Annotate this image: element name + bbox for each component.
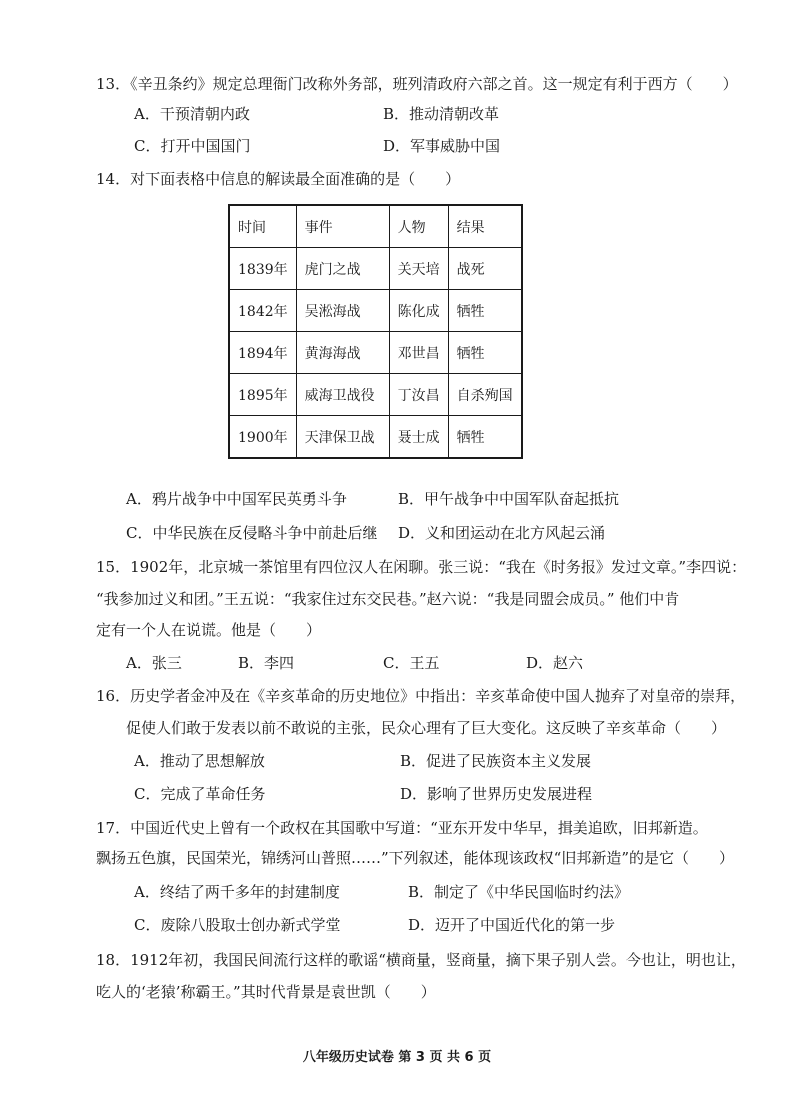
table-cell: 自杀殉国 [448, 374, 522, 416]
table-cell: 1895年 [229, 374, 296, 416]
question-16-option-d: D．影响了世界历史发展进程 [400, 785, 593, 803]
question-16-stem-line-1: 16．历史学者金冲及在《辛亥革命的历史地位》中指出：辛亥革命使中国人抛弃了对皇帝的崇拜， [96, 687, 746, 705]
table-cell: 邓世昌 [389, 332, 448, 374]
question-18-stem-line-1: 18．1912年初，我国民间流行这样的歌谣“横商量，竖商量，摘下果子别人尝。今也让，明也让， [96, 951, 746, 969]
question-16-stem-line-2: 促使人们敢于发表以前不敢说的主张，民众心理有了巨大变化。这反映了辛亥革命（ ） [126, 719, 727, 737]
question-15-option-b: B．李四 [238, 654, 295, 672]
info-table [228, 204, 523, 459]
table-cell: 1894年 [229, 332, 296, 374]
question-17-stem-line-2: 飘扬五色旗，民国荣光，锦绣河山普照……”下列叙述，能体现该政权“旧邦新造”的是它（ ） [96, 849, 735, 867]
table-cell: 吴淞海战 [296, 290, 389, 332]
question-15-option-a: A．张三 [126, 654, 182, 672]
table-cell: 关天培 [389, 248, 448, 290]
table-header-cell: 结果 [448, 205, 522, 248]
question-17-option-d: D．迈开了中国近代化的第一步 [408, 916, 616, 934]
table-header-cell: 事件 [296, 205, 389, 248]
question-17-stem-line-1: 17．中国近代史上曾有一个政权在其国歌中写道：“亚东开发中华早，揖美追欧，旧邦新造。 [96, 819, 708, 837]
question-14-stem: 14．对下面表格中信息的解读最全面准确的是（ ） [96, 170, 461, 188]
table-cell: 1900年 [229, 416, 296, 459]
question-14-option-c: C．中华民族在反侵略斗争中前赴后继 [126, 524, 378, 542]
question-14-option-d: D．义和团运动在北方风起云涌 [398, 524, 606, 542]
table-cell: 陈化成 [389, 290, 448, 332]
question-13-option-a: A．干预清朝内政 [134, 105, 250, 123]
question-18-stem-line-2: 吃人的‘老猿’称霸王。”其时代背景是袁世凯（ ） [96, 983, 436, 1001]
table-row [229, 248, 522, 290]
question-13-stem: 13．《辛丑条约》规定总理衙门改称外务部，班列清政府六部之首。这一规定有利于西方（ ） [96, 75, 738, 93]
table-cell: 牺牲 [448, 332, 522, 374]
question-16-option-b: B．促进了民族资本主义发展 [400, 752, 592, 770]
table-cell: 1839年 [229, 248, 296, 290]
page-footer: 八年级历史试卷 第 3 页 共 6 页 [302, 1050, 492, 1065]
table-cell: 丁汝昌 [389, 374, 448, 416]
table-cell: 牺牲 [448, 290, 522, 332]
question-15-stem-line-3: 定有一个人在说谎。他是（ ） [96, 621, 322, 639]
question-14-option-b: B．甲午战争中中国军队奋起抵抗 [398, 490, 620, 508]
question-15-option-c: C．王五 [383, 654, 440, 672]
table-cell: 虎门之战 [296, 248, 389, 290]
table-cell: 1842年 [229, 290, 296, 332]
table-row [229, 290, 522, 332]
table-cell: 天津保卫战 [296, 416, 389, 459]
question-17-option-c: C．废除八股取士创办新式学堂 [134, 916, 341, 934]
question-13-option-c: C．打开中国国门 [134, 137, 251, 155]
table-row [229, 416, 522, 459]
question-16-option-c: C．完成了革命任务 [134, 785, 266, 803]
table-cell: 黄海海战 [296, 332, 389, 374]
question-15-option-d: D．赵六 [526, 654, 584, 672]
question-16-option-a: A．推动了思想解放 [134, 752, 265, 770]
question-14-option-a: A．鸦片战争中中国军民英勇斗争 [126, 490, 347, 508]
table-row [229, 332, 522, 374]
table-header-cell: 人物 [389, 205, 448, 248]
question-15-stem-line-1: 15．1902年，北京城一茶馆里有四位汉人在闲聊。张三说：“我在《时务报》发过文章。”李四说： [96, 558, 747, 576]
table-cell: 聂士成 [389, 416, 448, 459]
table-cell: 威海卫战役 [296, 374, 389, 416]
table-cell: 战死 [448, 248, 522, 290]
table-row [229, 374, 522, 416]
table-header-cell: 时间 [229, 205, 296, 248]
table-cell: 牺牲 [448, 416, 522, 459]
question-15-stem-line-2: “我参加过义和团。”王五说：“我家住过东交民巷。”赵六说：“我是同盟会成员。” 他们中肯 [96, 590, 680, 608]
question-17-option-b: B．制定了《中华民国临时约法》 [408, 883, 630, 901]
question-13-option-d: D．军事威胁中国 [383, 137, 501, 155]
question-13-option-b: B．推动清朝改革 [383, 105, 500, 123]
table-header-row [229, 205, 522, 248]
question-17-option-a: A．终结了两千多年的封建制度 [134, 883, 340, 901]
